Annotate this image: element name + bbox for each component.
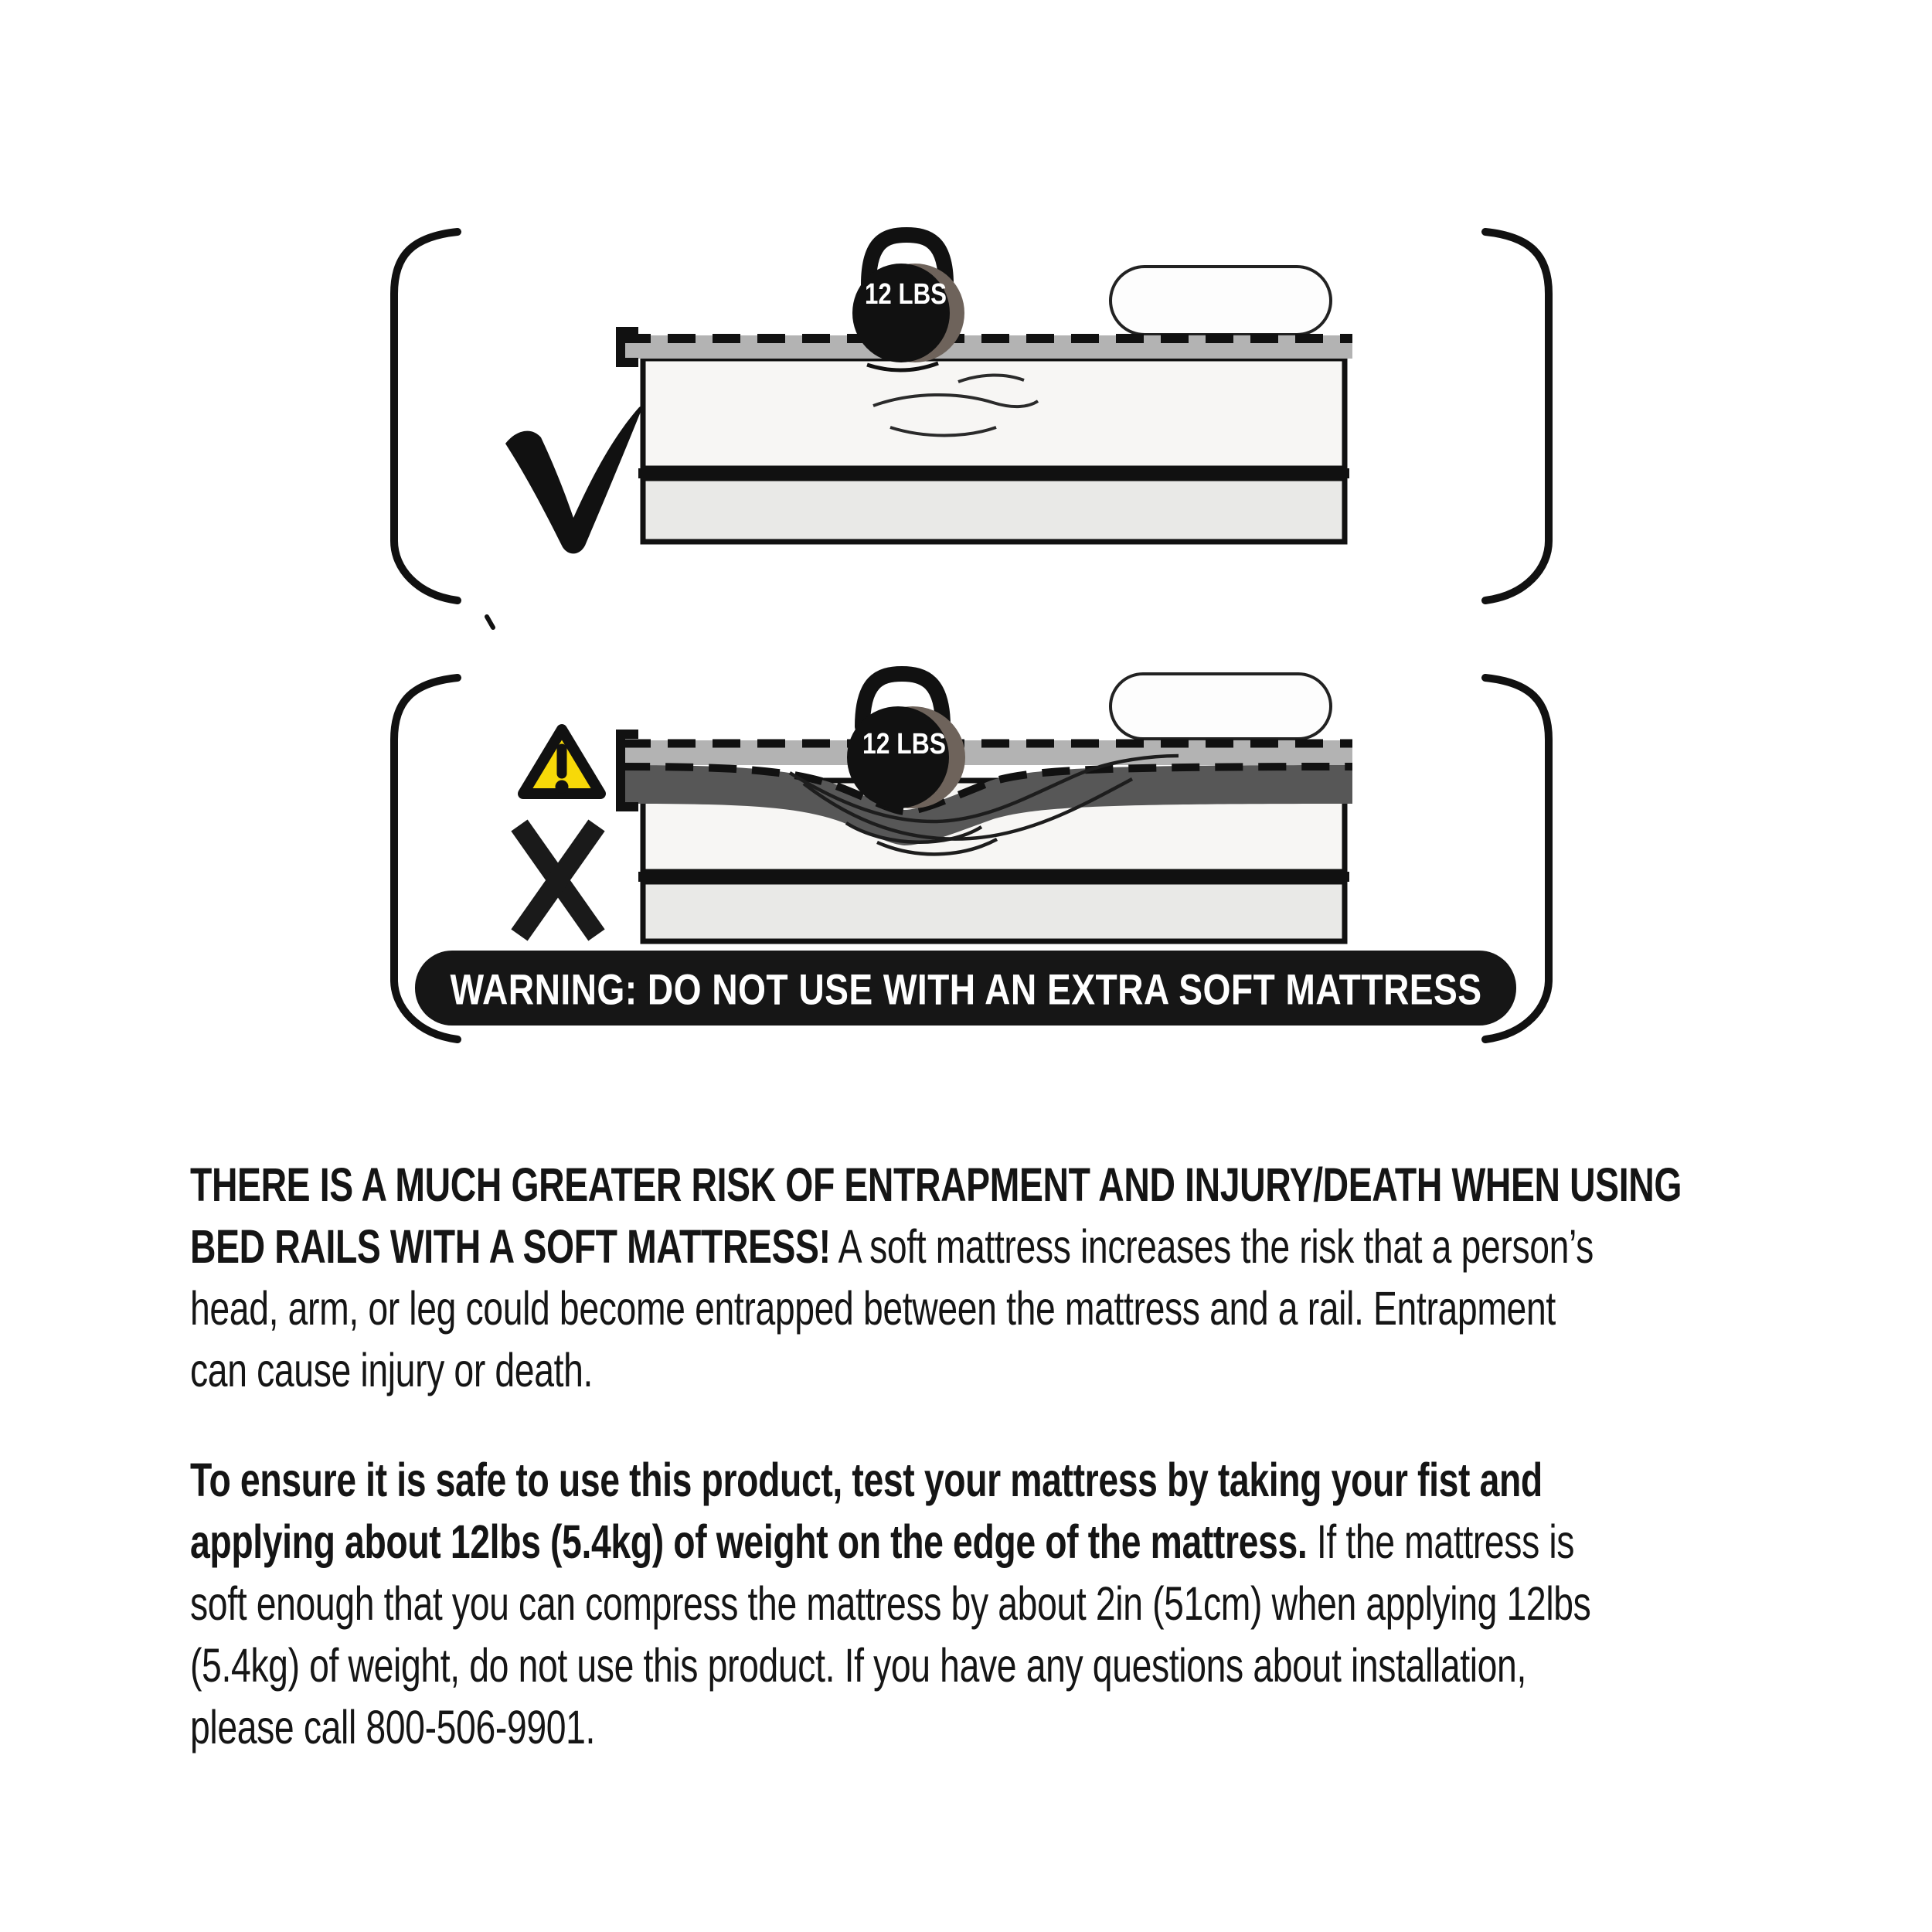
kettlebell-icon xyxy=(847,674,965,808)
instruction-text: (5.4kg) of weight, do not use this product. If you have any questions about installation, xyxy=(190,1639,1526,1692)
warning-triangle-icon xyxy=(523,730,600,794)
diagram-soft-mattress xyxy=(394,674,1549,1039)
phone-number-text: please call 800-506-9901. xyxy=(190,1701,596,1753)
paragraph-line xyxy=(190,1634,1590,1696)
pillow xyxy=(1111,267,1331,335)
paragraph-line xyxy=(190,1216,1682,1277)
warning-text-bold: THERE IS A MUCH GREATER RISK OF ENTRAPMENT AND INJURY/DEATH WHEN USING xyxy=(190,1158,1682,1211)
paragraph-line xyxy=(190,1573,1590,1634)
instruction-text-bold: To ensure it is safe to use this product, test your mattress by taking your fist and xyxy=(190,1454,1543,1506)
instruction-text: soft enough that you can compress the mattress by about 2in (51cm) when applying 12lbs xyxy=(190,1577,1591,1630)
warning-banner xyxy=(415,951,1516,1026)
stray-mark xyxy=(487,617,493,628)
foundation xyxy=(643,478,1345,542)
diagram-firm-mattress xyxy=(394,232,1549,628)
mattress-test-paragraph xyxy=(190,1449,1932,1758)
pillow xyxy=(1111,674,1331,739)
warning-text: can cause injury or death. xyxy=(190,1344,594,1396)
warning-text-bold: BED RAILS WITH A SOFT MATTRESS! xyxy=(190,1220,831,1273)
kettlebell-icon xyxy=(852,235,964,362)
paragraph-line xyxy=(190,1449,1590,1511)
warning-text: A soft mattress increases the risk that a person’s xyxy=(830,1220,1594,1273)
bracket-right-icon xyxy=(1485,232,1549,600)
entrapment-risk-paragraph xyxy=(190,1154,1932,1401)
check-icon xyxy=(505,404,644,553)
warning-text: head, arm, or leg could become entrapped between the mattress and a rail. Entrapment xyxy=(190,1282,1556,1335)
paragraph-line xyxy=(190,1696,1590,1758)
instruction-text: If the mattress is xyxy=(1307,1515,1575,1568)
instruction-text-bold: applying about 12lbs (5.4kg) of weight on the edge of the mattress. xyxy=(190,1515,1308,1568)
x-icon xyxy=(519,825,597,935)
paragraph-line xyxy=(190,1277,1682,1339)
warning-banner-text: WARNING: DO NOT USE WITH AN EXTRA SOFT MATTRESS xyxy=(450,964,1482,1014)
kettlebell-weight-label: 12 LBS xyxy=(862,728,946,760)
kettlebell-weight-label: 12 LBS xyxy=(865,278,947,311)
paragraph-line xyxy=(190,1511,1590,1573)
foundation xyxy=(643,882,1345,941)
paragraph-line xyxy=(190,1154,1682,1216)
bracket-left-icon xyxy=(394,232,457,600)
paragraph-line xyxy=(190,1339,1682,1401)
